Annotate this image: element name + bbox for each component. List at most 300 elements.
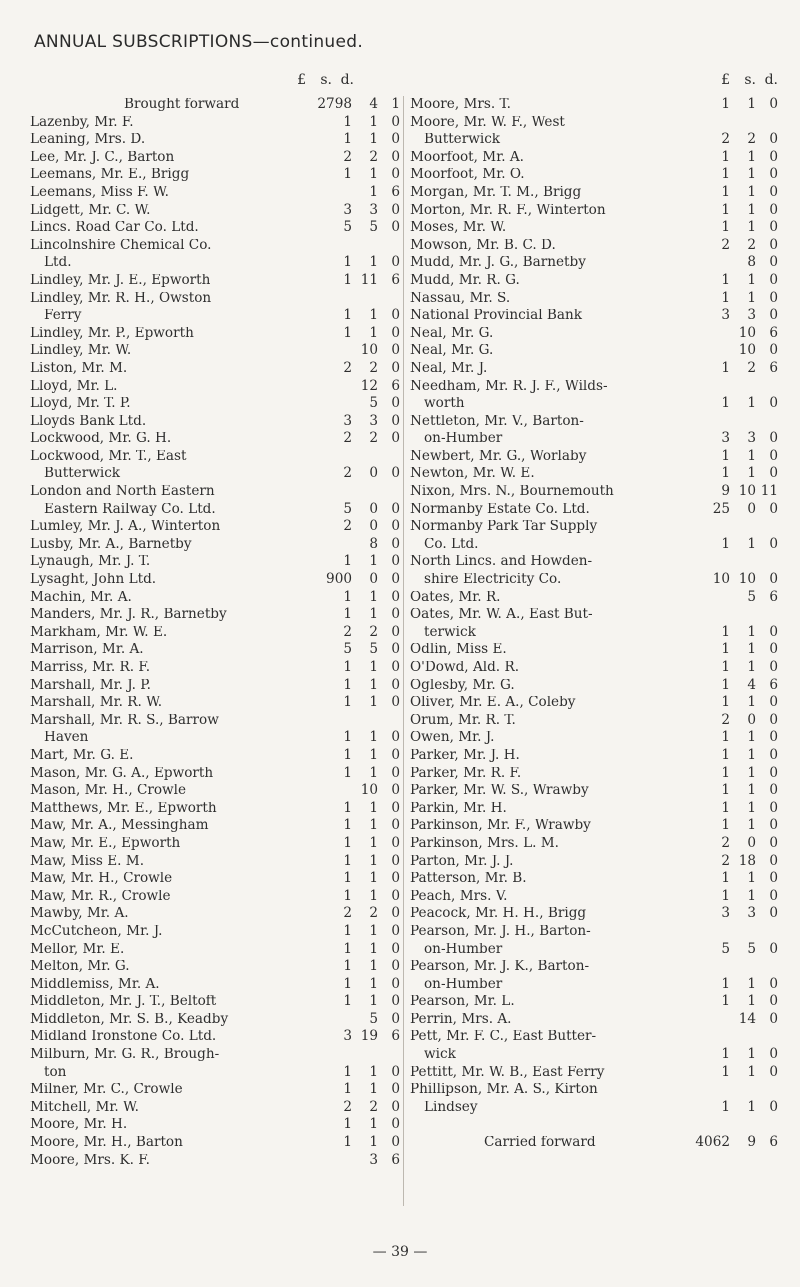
shillings-header: s. [744,72,756,88]
pence-amount: 0 [769,289,778,306]
subscriber-name: Mitchell, Mr. W. [30,1100,139,1115]
subscriber-row [30,993,400,1011]
subscriber-name: Haven [44,731,89,745]
pounds-amount: 2 [343,1098,352,1115]
pounds-amount: 1 [721,183,730,200]
subscriber-name: worth [424,397,465,411]
pence-header: d. [340,72,354,88]
subscriber-row [30,166,400,184]
subscriber-name: Neal, Mr. G. [410,326,494,341]
shillings-amount: 0 [369,500,378,517]
pounds-amount: 5 [343,219,352,236]
pence-amount: 0 [391,659,400,675]
subscriber-row [30,237,400,255]
column-divider [403,96,404,1206]
pence-amount: 0 [391,553,400,570]
pounds-amount: 1 [343,799,352,816]
pounds-amount: 3 [343,412,352,429]
subscriber-name: Middleton, Mr. S. B., Keadby [30,1012,229,1027]
subscriber-name: Peach, Mrs. V. [410,889,508,904]
shillings-amount: 0 [369,571,378,588]
pounds-amount: 2 [721,236,730,253]
pounds-amount: 9 [721,483,730,500]
subscriber-name: Maw, Mr. A., Messingham [30,819,209,833]
pounds-amount: 5 [343,641,352,658]
pounds-header: £ [721,72,730,88]
shillings-amount: 5 [369,219,378,236]
pence-amount: 0 [391,395,400,412]
pounds-amount: 1 [343,676,352,693]
shillings-amount: 1 [747,782,756,799]
subscriber-name: on-Humber [424,942,503,957]
subscriber-name: McCutcheon, Mr. J. [30,924,163,939]
subscriber-name: Mudd, Mr. J. G., Barnetby [410,256,586,270]
subscriber-row [410,694,778,712]
shillings-amount: 1 [369,676,378,693]
subscriber-name: Oglesby, Mr. G. [410,678,515,693]
shillings-amount: 4 [747,676,756,693]
pounds-amount: 1 [343,113,352,130]
pounds-amount: 1 [343,958,352,975]
subscriber-name: Orum, Mr. R. T. [410,713,516,728]
subscriber-name: Mowson, Mr. B. C. D. [410,238,556,253]
subscriber-name: Perrin, Mrs. A. [410,1012,512,1027]
subscriber-row [30,395,400,413]
subscriber-name: Parkinson, Mr. F., Wrawby [410,819,591,833]
shillings-amount: 1 [747,271,756,288]
subscriber-name: shire Electricity Co. [424,573,562,587]
subscriber-name: Maw, Mr. R., Crowle [30,889,171,904]
shillings-amount: 1 [747,764,756,781]
pence-amount: 0 [769,641,778,658]
subscriber-row [30,536,400,554]
pounds-amount: 3 [721,905,730,922]
shillings-amount: 1 [369,113,378,130]
subscriber-name: Parkinson, Mrs. L. M. [410,836,559,851]
subscriber-row [410,536,778,554]
pence-amount: 0 [391,359,400,376]
pounds-amount: 5 [343,500,352,517]
subscriber-row [410,219,778,237]
pence-header: d. [764,72,778,88]
subscriber-row [30,923,400,941]
pence-amount: 0 [391,500,400,517]
shillings-amount: 2 [369,623,378,640]
subscriber-name: Carried forward [484,1136,596,1150]
pence-amount: 0 [769,729,778,746]
pounds-amount: 2 [343,518,352,535]
shillings-amount: 5 [369,1010,378,1027]
subscriber-row [410,941,778,959]
subscriber-row [410,360,778,378]
subscriber-row [30,1116,400,1134]
left-subscription-column [30,96,400,1169]
pounds-amount: 1 [343,271,352,288]
subscriber-row [410,342,778,360]
subscriber-row [30,782,400,800]
subscriber-row [30,184,400,202]
shillings-amount: 1 [369,588,378,605]
pence-amount: 0 [391,342,400,359]
subscriber-name: Liston, Mr. M. [30,361,128,376]
pence-amount: 0 [391,1116,400,1133]
pence-amount: 0 [391,1063,400,1080]
subscriber-name: Pettitt, Mr. W. B., East Ferry [410,1065,605,1080]
subscriber-row [30,430,400,448]
pounds-amount: 1 [343,1116,352,1133]
shillings-amount: 1 [747,148,756,165]
shillings-amount: 1 [747,887,756,904]
pence-amount: 0 [391,324,400,341]
pence-amount: 0 [391,219,400,236]
pence-amount: 0 [769,993,778,1010]
pounds-amount: 1 [721,465,730,482]
subscriber-name: Marshall, Mr. R. W. [30,696,163,710]
subscriber-name: Neal, Mr. J. [410,361,488,376]
subscriber-name: Oates, Mr. W. A., East But- [410,608,593,622]
subscriber-row [30,765,400,783]
shillings-amount: 3 [369,201,378,218]
subscriber-row [30,905,400,923]
subscriber-row [410,1011,778,1029]
subscriber-name: Mellor, Mr. E. [30,942,125,957]
subscriber-row [410,501,778,519]
pounds-amount: 3 [721,307,730,324]
subscriber-row [30,131,400,149]
shillings-amount: 10 [738,483,756,500]
subscriber-row [30,1064,400,1082]
pence-amount: 0 [391,148,400,165]
shillings-amount: 3 [747,430,756,447]
pounds-amount: 1 [343,131,352,148]
pence-amount: 0 [391,641,400,658]
pounds-amount: 5 [721,940,730,957]
subscriber-row [30,941,400,959]
pence-amount: 0 [391,535,400,552]
subscriber-name: Lindley, Mr. J. E., Epworth [30,273,211,288]
pence-amount: 0 [391,201,400,218]
subscriber-row [410,553,778,571]
pence-amount: 0 [769,571,778,588]
shillings-amount: 1 [369,834,378,851]
pounds-amount: 1 [721,166,730,183]
pence-amount: 0 [391,571,400,588]
pounds-amount: 1 [343,764,352,781]
subscriber-name: Butterwick [44,467,121,482]
subscriber-row [410,237,778,255]
subscriber-row [410,184,778,202]
subscriber-row [410,817,778,835]
pence-amount: 0 [391,1010,400,1027]
shillings-amount: 1 [369,799,378,816]
subscriber-name: Lloyd, Mr. T. P. [30,397,131,411]
pence-amount: 0 [769,236,778,253]
subscriber-name: Lysaght, John Ltd. [30,573,157,587]
shillings-amount: 2 [747,131,756,148]
shillings-amount: 1 [369,940,378,957]
subscriber-row [410,888,778,906]
pence-amount: 0 [391,412,400,429]
pence-amount: 0 [391,1134,400,1151]
subscriber-row [410,430,778,448]
subscriber-row [30,1011,400,1029]
subscriber-name: Matthews, Mr. E., Epworth [30,801,217,816]
subscriber-row [410,378,778,396]
shillings-amount: 2 [369,905,378,922]
shillings-amount: 11 [360,271,378,288]
subscriber-row [30,290,400,308]
pounds-amount: 2 [721,834,730,851]
subscriber-row [410,765,778,783]
subscriber-row [410,166,778,184]
pence-amount: 0 [769,711,778,728]
shillings-amount: 1 [747,535,756,552]
shillings-amount: 3 [369,412,378,429]
pence-amount: 6 [391,377,400,394]
subscriber-row [30,483,400,501]
subscriber-name: Parker, Mr. W. S., Wrawby [410,784,589,798]
subscriber-name: wick [424,1048,456,1062]
pence-amount: 0 [391,993,400,1010]
pounds-amount: 1 [721,96,730,112]
subscriber-row [410,800,778,818]
subscriber-name: Lloyd, Mr. L. [30,379,118,394]
shillings-amount: 1 [747,201,756,218]
subscriber-row [410,729,778,747]
subscriber-row [30,835,400,853]
subscriber-name: Normanby Estate Co. Ltd. [410,502,590,517]
shillings-amount: 1 [369,606,378,623]
pence-amount: 0 [391,430,400,447]
pounds-amount: 2 [721,131,730,148]
pence-amount: 0 [391,694,400,711]
pounds-amount: 1 [721,359,730,376]
subscriber-name: Pearson, Mr. J. H., Barton- [410,924,591,939]
subscriber-row [410,905,778,923]
subscriber-row [30,202,400,220]
subscriber-name: Lindley, Mr. P., Epworth [30,326,194,341]
subscriber-name: Lee, Mr. J. C., Barton [30,150,175,165]
pounds-amount: 2798 [317,96,352,112]
pence-amount: 0 [769,166,778,183]
subscriber-name: Butterwick [424,133,501,147]
shillings-amount: 1 [369,183,378,200]
shillings-amount: 5 [747,940,756,957]
subscriber-name: Lumley, Mr. J. A., Winterton [30,520,221,534]
subscriber-name: Midland Ironstone Co. Ltd. [30,1030,217,1045]
pence-amount: 0 [391,1098,400,1115]
subscriber-name: Owen, Mr. J. [410,731,495,745]
shillings-amount: 1 [747,395,756,412]
shillings-amount: 1 [747,289,756,306]
subscriber-name: Oliver, Mr. E. A., Coleby [410,696,576,710]
pence-amount: 6 [769,359,778,376]
shillings-amount: 8 [747,254,756,271]
subscriber-name: London and North Eastern [30,485,215,499]
subscriber-row [30,114,400,132]
subscriber-row [410,307,778,325]
subscriber-name: Mason, Mr. G. A., Epworth [30,766,214,781]
pence-amount: 0 [391,588,400,605]
right-currency-header [686,72,778,88]
subscriber-name: Nassau, Mr. S. [410,291,511,306]
subscriber-name: Pearson, Mr. J. K., Barton- [410,960,590,974]
shillings-amount: 1 [369,1081,378,1098]
subscriber-row [410,1116,778,1134]
shillings-amount: 1 [369,817,378,834]
pounds-amount: 1 [343,922,352,939]
pounds-amount: 2 [343,359,352,376]
subscriber-name: Lazenby, Mr. F. [30,115,134,130]
shillings-amount: 10 [360,782,378,799]
pence-amount: 6 [769,676,778,693]
subscriber-row [30,677,400,695]
pounds-amount: 2 [721,852,730,869]
pence-amount: 0 [769,342,778,359]
subscriber-name: Patterson, Mr. B. [410,872,527,886]
pence-amount: 0 [391,1081,400,1098]
subscriber-row [410,1046,778,1064]
pounds-amount: 1 [343,887,352,904]
shillings-amount: 1 [369,694,378,711]
subscriber-row [410,835,778,853]
shillings-amount: 12 [360,377,378,394]
subscriber-name: Lockwood, Mr. T., East [30,449,187,464]
pounds-amount: 1 [343,166,352,183]
subscriber-name: Mart, Mr. G. E. [30,748,134,763]
subscriber-row [30,219,400,237]
pence-amount: 0 [769,870,778,887]
shillings-amount: 1 [369,324,378,341]
subscriber-row [30,378,400,396]
subscriber-name: Manders, Mr. J. R., Barnetby [30,608,227,622]
subscriber-row [410,290,778,308]
pounds-amount: 2 [343,465,352,482]
shillings-amount: 18 [738,852,756,869]
subscriber-name: Phillipson, Mr. A. S., Kirton [410,1083,598,1097]
subscriber-name: Normanby Park Tar Supply [410,520,598,534]
pence-amount: 0 [391,254,400,271]
subscriber-name: Leemans, Mr. E., Brigg [30,168,190,182]
pounds-amount: 3 [343,1028,352,1045]
shillings-amount: 1 [747,993,756,1010]
subscriber-name: Newton, Mr. W. E. [410,467,535,482]
shillings-amount: 1 [747,623,756,640]
pounds-amount: 1 [721,1063,730,1080]
shillings-amount: 0 [747,834,756,851]
pence-amount: 0 [391,518,400,535]
shillings-amount: 1 [747,1098,756,1115]
pounds-amount: 1 [721,148,730,165]
subscriber-row [30,659,400,677]
shillings-amount: 1 [369,553,378,570]
pounds-amount: 1 [343,993,352,1010]
pounds-amount: 1 [721,1046,730,1063]
pence-amount: 0 [769,201,778,218]
subscriber-name: Mawby, Mr. A. [30,907,129,921]
pence-amount: 6 [391,1028,400,1045]
subscriber-name: Marshall, Mr. J. P. [30,678,152,693]
subscriber-name: Moore, Mrs. T. [410,98,511,112]
shillings-amount: 1 [369,131,378,148]
subscriber-name: Lockwood, Mr. G. H. [30,432,172,446]
shillings-amount: 9 [747,1134,756,1151]
subscriber-row [410,606,778,624]
subscriber-name: Machin, Mr. A. [30,590,132,605]
shillings-amount: 1 [369,307,378,324]
subscriber-row [30,272,400,290]
shillings-amount: 1 [747,799,756,816]
subscriber-name: O'Dowd, Ald. R. [410,661,520,675]
subscriber-row [30,800,400,818]
pounds-amount: 1 [343,1063,352,1080]
subscriber-row [410,1028,778,1046]
pence-amount: 0 [769,1046,778,1063]
subscriber-name: Moorfoot, Mr. A. [410,150,524,165]
pence-amount: 0 [769,500,778,517]
pounds-amount: 1 [721,289,730,306]
shillings-amount: 1 [747,1046,756,1063]
pence-amount: 0 [769,430,778,447]
subscriber-name: Mudd, Mr. R. G. [410,273,520,288]
shillings-amount: 1 [369,764,378,781]
subscriber-row [30,1081,400,1099]
subscriber-name: Ltd. [44,256,72,270]
subscriber-row [410,958,778,976]
shillings-header: s. [320,72,332,88]
subscriber-name: Ferry [44,309,82,323]
subscriber-row [30,448,400,466]
subscriber-row [30,606,400,624]
shillings-amount: 1 [369,958,378,975]
pence-amount: 6 [391,183,400,200]
subscriber-name: Lincolnshire Chemical Co. [30,238,212,253]
subscriber-row [410,1099,778,1117]
subscriber-row [30,360,400,378]
shillings-amount: 2 [369,359,378,376]
shillings-amount: 3 [747,307,756,324]
subscriber-row [410,465,778,483]
pounds-amount: 1 [721,799,730,816]
subscriber-name: Needham, Mr. R. J. F., Wilds- [410,379,608,394]
subscriber-name: Lloyds Bank Ltd. [30,414,147,429]
subscriber-row [30,325,400,343]
shillings-amount: 5 [369,395,378,412]
subscriber-name: Eastern Railway Co. Ltd. [44,502,216,517]
pence-amount: 0 [769,447,778,464]
pounds-amount: 2 [343,905,352,922]
pence-amount: 0 [769,975,778,992]
subscriber-row [30,413,400,431]
page-heading: ANNUAL SUBSCRIPTIONS—continued. [34,32,364,52]
subscriber-row [410,149,778,167]
subscriber-row [410,712,778,730]
shillings-amount: 19 [360,1028,378,1045]
subscriber-row [410,589,778,607]
subscriber-name: Pett, Mr. F. C., East Butter- [410,1030,597,1045]
subscriber-name: Peacock, Mr. H. H., Brigg [410,907,587,921]
pounds-amount: 3 [721,430,730,447]
shillings-amount: 4 [369,96,378,112]
subscriber-row [30,518,400,536]
pence-amount: 0 [769,782,778,799]
pence-amount: 0 [391,729,400,746]
subscriber-row [410,641,778,659]
subscriber-name: Maw, Mr. E., Epworth [30,836,181,851]
pounds-amount: 1 [343,588,352,605]
shillings-amount: 0 [747,500,756,517]
subscriber-name: Moore, Mrs. K. F. [30,1153,150,1168]
